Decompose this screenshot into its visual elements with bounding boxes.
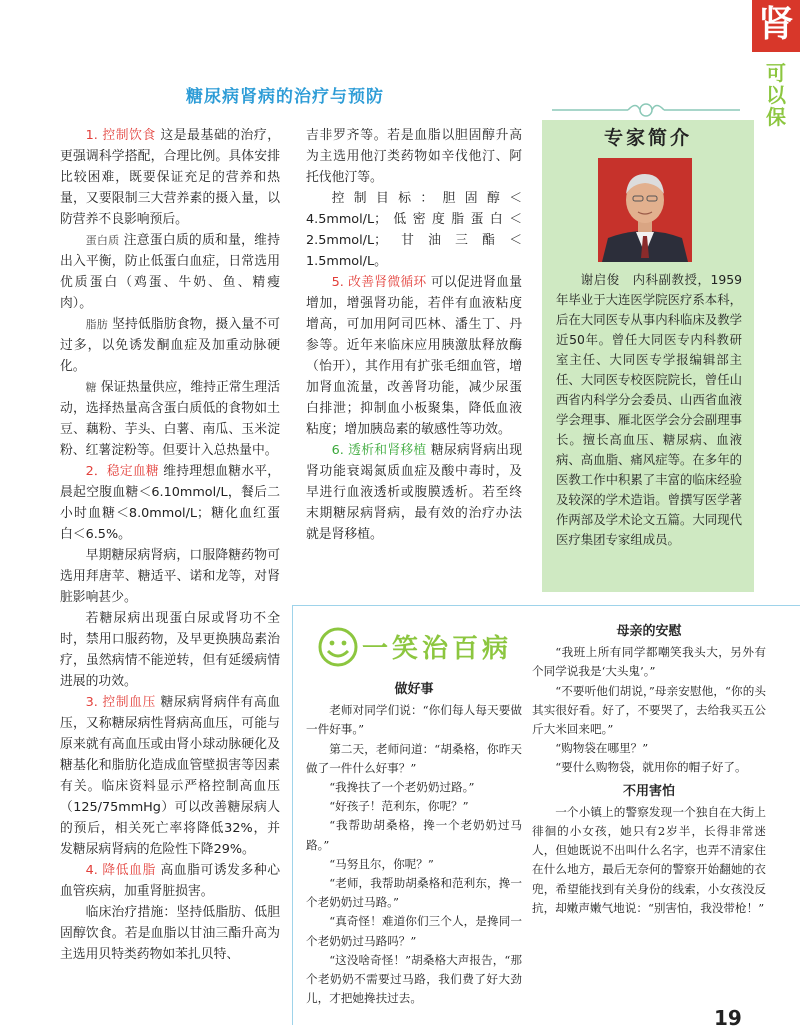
article-paragraph xyxy=(60,314,280,377)
tab-caption-char: 保 xyxy=(766,105,786,129)
tab-caption-char: 以 xyxy=(766,83,786,107)
section-tab-caption xyxy=(760,62,792,128)
joke-paragraph: “我班上所有同学都嘲笑我头大，另外有个同学说我是‘大头鬼’。” xyxy=(532,645,766,679)
article-paragraph xyxy=(60,545,280,608)
nutrient-term: 蛋白质 xyxy=(85,234,120,247)
joke-paragraph: 第二天，老师问道：“胡桑格，你昨天做了一件什么好事？” xyxy=(306,741,522,775)
tab-caption-char: 可 xyxy=(766,61,786,85)
joke-title: 母亲的安慰 xyxy=(616,624,682,639)
joke-paragraph: “我帮助胡桑格，搀一个老奶奶过马路。” xyxy=(306,818,522,852)
joke-paragraph: “要什么购物袋，就用你的帽子好了。 xyxy=(555,760,747,775)
paragraph-text: 早期糖尿病肾病，口服降糖药物可选用拜唐苹、糖适平、诺和龙等，对肾脏影响甚少。 xyxy=(60,548,280,605)
section-heading: 6. 透析和肾移植 xyxy=(331,443,427,458)
joke-paragraph: “真奇怪！难道你们三个人，是搀同一个老奶奶过马路吗？” xyxy=(306,914,522,948)
jokes-section-logo xyxy=(316,625,536,669)
article-paragraph xyxy=(60,860,280,902)
joke-paragraph: “这没啥奇怪！”胡桑格大声报告，“那个老奶奶不需要过马路，我们费了好大劲儿，才把她搀扶过去。 xyxy=(306,952,522,1006)
paragraph-text: 这是最基础的治疗，更强调科学搭配，合理比例。具体安排比较困难，既要保证充足的营养和热量，又要限制三大营养素的摄入量，以防营养不良影响预后。 xyxy=(60,128,281,227)
paragraph-text: 保证热量供应，维持正常生理活动，选择热量高含蛋白质低的食物如土豆、藕粉、芋头、白薯、南瓜、玉米淀粉、红薯淀粉等。但要计入总热量中。 xyxy=(60,380,281,458)
page-number: 19 xyxy=(714,1006,742,1030)
paragraph-text: 若糖尿病出现蛋白尿或肾功不全时，禁用口服药物，及早更换胰岛素治疗，虽然病情不能逆转，但有延缓病情进展的功效。 xyxy=(60,611,280,689)
article-paragraph xyxy=(306,125,522,188)
ornament-divider xyxy=(548,100,744,120)
article-title: 糖尿病肾病的治疗与预防 xyxy=(186,87,384,107)
paragraph-text: 高血脂可诱发多种心血管疾病，加重肾脏损害。 xyxy=(60,863,281,899)
section-heading: 3. 控制血压 xyxy=(85,695,156,710)
nutrient-term: 脂肪 xyxy=(85,318,108,331)
paragraph-text: 临床治疗措施：坚持低脂肪、低胆固醇饮食。若是血脂以甘油三酯升高为主选用贝特类药物如苯扎贝特、 xyxy=(60,905,280,962)
joke-paragraph: “老师，我帮助胡桑格和范利东，搀一个老奶奶过马路。” xyxy=(306,876,522,910)
joke-left-column xyxy=(306,680,522,1008)
section-heading: 1. 控制饮食 xyxy=(85,128,156,143)
joke-paragraph: “马努且尔，你呢？” xyxy=(329,856,434,871)
article-paragraph xyxy=(306,272,522,440)
article-paragraph xyxy=(60,230,280,314)
joke-paragraph: “购物袋在哪里？” xyxy=(555,741,649,756)
joke-paragraph: “不要听他们胡说，”母亲安慰他，“你的头其实很好看。好了，不要哭了，去给我买五公斤大米回来吧。” xyxy=(532,683,766,737)
expert-bio xyxy=(556,270,742,550)
article-column-2 xyxy=(306,125,522,545)
paragraph-text: 维持理想血糖水平，晨起空腹血糖＜6.10mmol/L，餐后二小时血糖＜8.0mmol/L；糖化血红蛋白＜6.5%。 xyxy=(60,464,280,542)
expert-bio-text: 谢启俊 内科副教授，1959年毕业于大连医学院医疗系本科，后在大同医专从事内科临床及教学近50年。曾任大同医专内科教研室主任、大同医专学报编辑部主任、大同医专校医院院长，曾任山西省内科学分会委员、山西省血液学会理事、雁北医学会分会副理事长。擅长高血压、糖尿病、血液病、高血脂、痛风症等。在多年的医教工作中积累了丰富的临床经验及较深的学术造诣。曾撰写医学著作两部及学术论文五篇。大同现代医疗集团专家组成员。 xyxy=(556,272,742,547)
article-paragraph xyxy=(60,692,280,860)
paragraph-text: 糖尿病肾病伴有高血压，又称糖尿病性肾病高血压，可能与原来就有高血压或由肾小球动脉硬化及糖基化和脂肪化造成血管壁损害等因素有关。临床资料显示严格控制高血压（125/75mmHg）可以改善糖尿病人的预后，相关死亡率将降低32%，并发糖尿病肾病的危险性下降29%。 xyxy=(60,695,281,857)
joke-right-column xyxy=(532,622,766,918)
joke-title: 做好事 xyxy=(394,682,434,697)
nutrient-term: 糖 xyxy=(85,381,97,394)
joke-paragraph: 老师对同学们说：“你们每人每天要做一件好事。” xyxy=(306,703,522,737)
paragraph-text: 坚持低脂肪食物，摄入量不可过多，以免诱发酮血症及加重动脉硬化。 xyxy=(60,317,280,374)
section-tab-badge: 肾 xyxy=(752,0,800,52)
expert-heading: 专家简介 xyxy=(603,127,692,149)
article-paragraph xyxy=(60,461,280,545)
joke-paragraph: “我搀扶了一个老奶奶过路。” xyxy=(329,780,475,795)
jokes-section-title: 一笑治百病 xyxy=(362,634,513,664)
paragraph-text: 吉非罗齐等。若是血脂以胆固醇升高为主选用他汀类药物如辛伐他汀、阿托伐他汀等。 xyxy=(306,128,522,185)
article-column-1 xyxy=(60,125,280,965)
article-paragraph xyxy=(60,125,280,230)
article-paragraph xyxy=(306,188,522,272)
section-heading: 4. 降低血脂 xyxy=(85,863,156,878)
joke-title: 不用害怕 xyxy=(622,783,675,799)
article-paragraph xyxy=(60,377,280,461)
paragraph-text: 糖尿病肾病出现肾功能衰竭氮质血症及酸中毒时，及早进行血液透析或腹膜透析。若至终末期糖尿病肾病，最有效的治疗办法就是肾移植。 xyxy=(306,443,523,542)
paragraph-text: 注意蛋白质的质和量，维持出入平衡，防止低蛋白血症，日常选用优质蛋白（鸡蛋、牛奶、鱼、精瘦肉）。 xyxy=(60,233,281,311)
section-heading: 5. 改善肾微循环 xyxy=(331,275,427,290)
joke-paragraph: 一个小镇上的警察发现一个独自在大街上徘徊的小女孩，她只有2岁半，长得非常迷人，但她既说不出叫什么名字，也弄不清家住在什么地方，最后无奈何的警察开始翻她的衣兜，希望能找到有关身份的线索，小女孩没反抗，却嫩声嫩气地说：“别害怕，我没带枪！” xyxy=(532,804,766,915)
paragraph-text: 可以促进肾血量增加，增强肾功能，若伴有血液粘度增高，可加用阿司匹林、潘生丁、丹参等。近年来临床应用胰激肽释放酶（怡开），其作用有扩张毛细血管，增加肾血流量，改善肾功能，减少尿蛋白排泄；抑制血小板聚集，降低血液粘度；增加胰岛素的敏感性等功效。 xyxy=(306,275,523,437)
section-heading: 2．稳定血糖 xyxy=(85,464,159,479)
article-paragraph xyxy=(60,608,280,692)
article-paragraph xyxy=(60,902,280,965)
paragraph-text: 控制目标：胆固醇＜4.5mmol/L；低密度脂蛋白＜2.5mmol/L；甘油三酯＜1.5mmol/L。 xyxy=(306,191,522,269)
joke-paragraph: “好孩子！范利东，你呢？” xyxy=(329,799,469,814)
expert-portrait-photo xyxy=(598,158,692,262)
article-paragraph xyxy=(306,440,522,545)
